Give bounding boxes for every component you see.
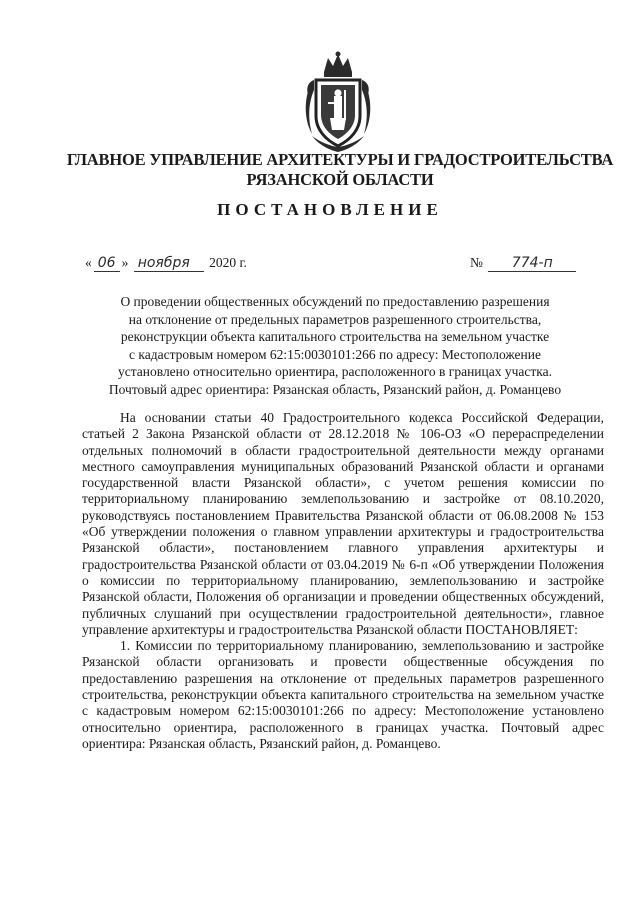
document-number: [470, 255, 578, 272]
organization-title: [60, 150, 620, 190]
date-year: 2020 г.: [209, 255, 247, 270]
body-paragraph-item-1: 1. Комиссии по территориальному планированию, землепользованию и застройке Рязанской области организовать и провести общественные обсуждения по предоставлению разрешения на отклонение от предельных параметров разрешенного строительства, реконструкции объекта капитального строительства на земельном участке с кадастровым номером 62:15:0030101:266 по адресу: Местоположение установлено относительно ориентира, расположенного в границах участка. Почтовый адрес ориентира: Рязанская область, Рязанский район, д. Романцево.: [82, 638, 604, 751]
document-body: [82, 410, 604, 752]
document-type-heading: ПОСТАНОВЛЕНИЕ: [217, 200, 443, 219]
document-subject: [75, 293, 595, 399]
date-day-handwritten: 06: [94, 255, 120, 272]
subject-line: установлено относительно ориентира, расположенного в границах участка.: [117, 364, 553, 380]
subject-line: с кадастровым номером 62:15:0030101:266 по адресу: Местоположение: [129, 346, 541, 362]
number-value-handwritten: 774-п: [488, 255, 576, 272]
org-title-line-2: РЯЗАНСКОЙ ОБЛАСТИ: [246, 170, 434, 189]
subject-line: Почтовый адрес ориентира: Рязанская область, Рязанский район, д. Романцево: [108, 381, 562, 397]
number-sign: №: [470, 255, 483, 270]
date-month-handwritten: ноября: [134, 255, 204, 272]
body-paragraph-preamble: На основании статьи 40 Градостроительного кодекса Российской Федерации, статьей 2 Закона Рязанской области от 28.12.2018 № 106-ОЗ «О перераспределении отдельных полномочий в области градостроительной деятельности между органами местного самоуправления муниципальных образований Рязанской области и органами государственной власти Рязанской области», с учетом решения комиссии по территориальному планированию землепользованию и застройке от 08.10.2020, руководствуясь постановлением Правительства Рязанской области от 06.08.2008 № 153 «Об утверждении положения о главном управлении архитектуры и градостроительства Рязанской области», постановлением главного управления архитектуры и градостроительства Рязанской области от 03.04.2019 № 6-п «Об утверждении Положения о комиссии по территориальному планированию, землепользованию и застройке Рязанской области, Положения об организации и проведении общественных обсуждений, публичных слушаний при осуществлении градостроительной деятельности», главное управление архитектуры и градостроительства Рязанской области ПОСТАНОВЛЯЕТ:: [82, 410, 604, 637]
coat-of-arms-icon: [300, 50, 376, 154]
document-date: [85, 255, 247, 272]
date-close-quote: »: [121, 255, 129, 270]
org-title-line-1: ГЛАВНОЕ УПРАВЛЕНИЕ АРХИТЕКТУРЫ И ГРАДОСТРОИТЕЛЬСТВА: [66, 150, 614, 169]
subject-line: реконструкции объекта капитального строительства на земельном участке: [120, 329, 550, 345]
subject-line: О проведении общественных обсуждений по предоставлению разрешения: [120, 294, 550, 309]
subject-line: на отклонение от предельных параметров разрешенного строительства,: [128, 311, 542, 327]
date-open-quote: «: [85, 255, 92, 270]
